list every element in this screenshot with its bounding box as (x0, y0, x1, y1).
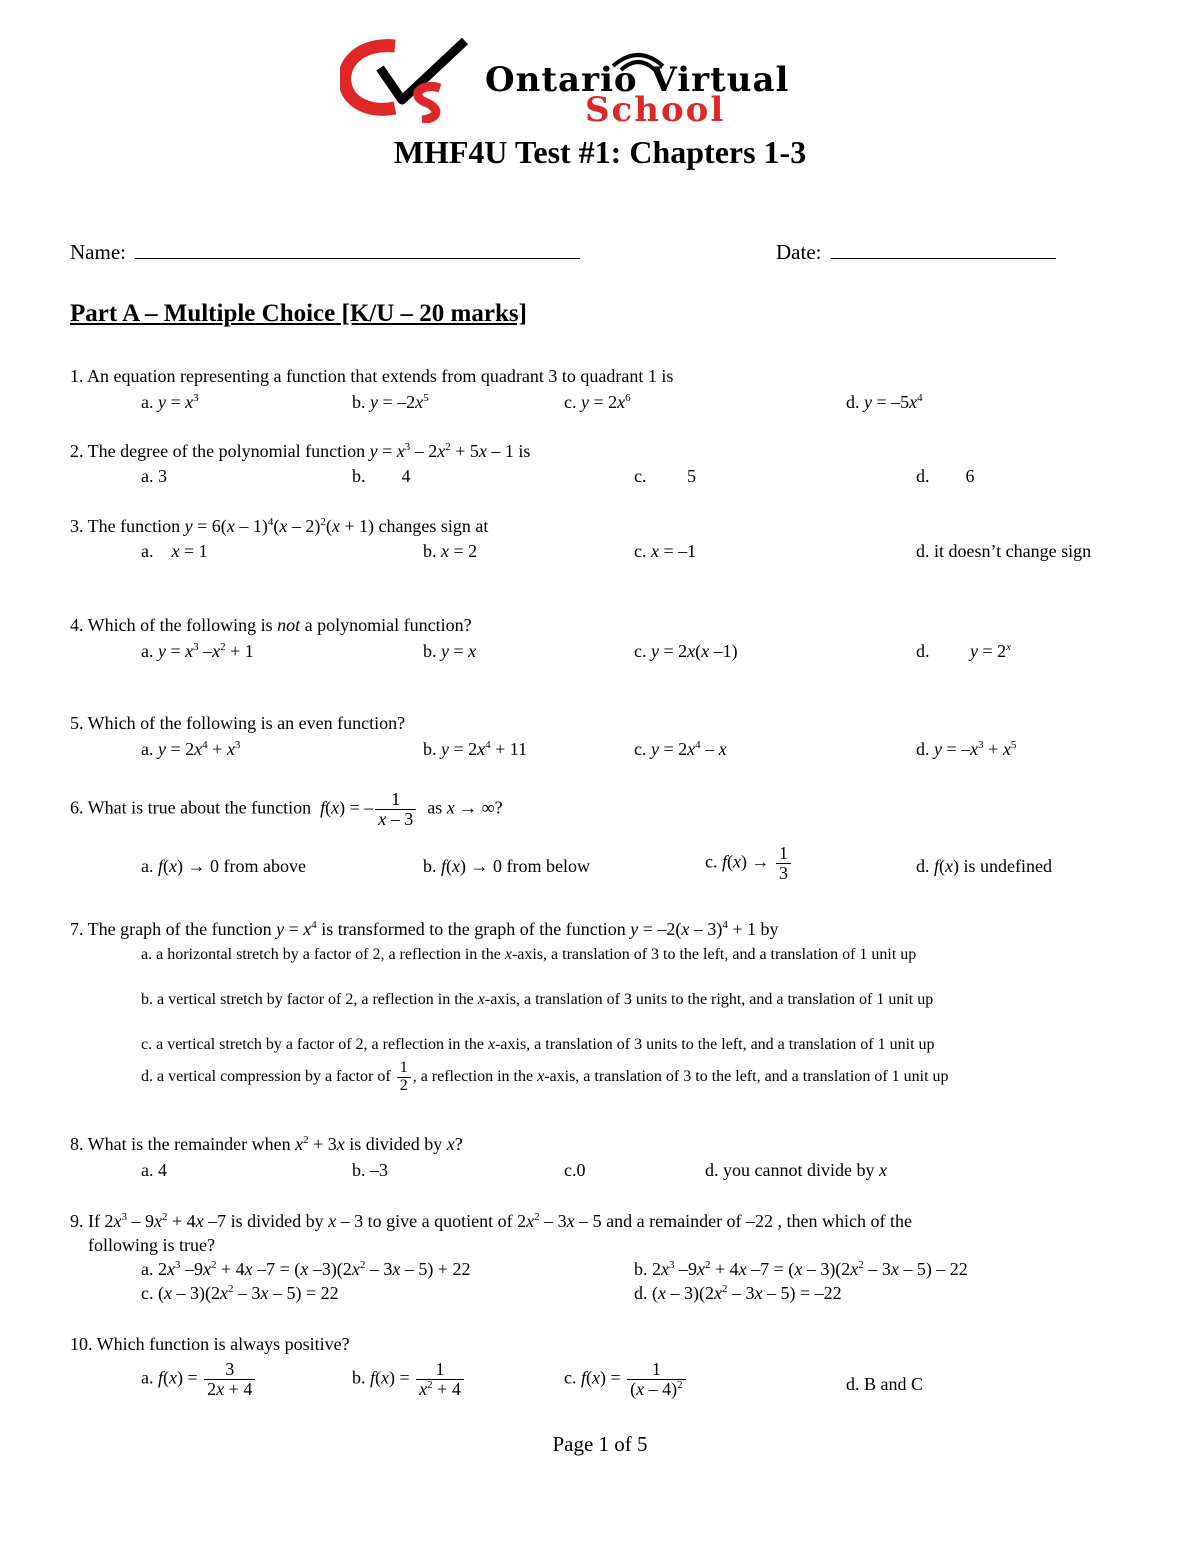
name-label: Name: (70, 240, 126, 264)
name-field (70, 240, 580, 265)
page-title: MHF4U Test #1: Chapters 1-3 (393, 134, 807, 170)
question-1: 1. An equation representing a function that extends from quadrant 3 to quadrant 1 is (70, 366, 674, 386)
q1-option-d[interactable]: d. $y = -5x^4$ (846, 392, 923, 412)
q1-option-a[interactable]: a. $y = x^3$ (141, 392, 199, 412)
q3-option-c[interactable]: c. x = –1 (634, 541, 697, 561)
q7-option-d[interactable]: d. a vertical compression by a factor of $\frac{1}{2}$ , a reflection in the x-axis, a translation of 3 to the left, and a translation of 1 unit up (141, 1059, 949, 1094)
q4-option-b[interactable]: b. y = x (423, 641, 477, 661)
q6-option-d[interactable]: d. f(x) is undefined (916, 856, 1052, 876)
section-heading: Part A – Multiple Choice [K/U – 20 marks] (70, 300, 527, 327)
question-8: 8. What is the remainder when $x^2 + 3x$ is divided by x? (70, 1134, 463, 1154)
q9-option-b[interactable]: b. $2x^3$ $-9x^2 + 4x$ $-7 = (x - 3)(2x^2 - 3x - 5) - 22$ (634, 1259, 968, 1279)
q4-option-d[interactable]: d. $y = 2^x$ (916, 641, 1012, 661)
question-6: 6. What is true about the function f(x) = – $\frac{1}{x - 3}$ as x → ∞? (70, 789, 503, 829)
page-number: Page 1 of 5 (552, 1432, 648, 1456)
q2-option-b[interactable]: b. 4 (352, 466, 411, 486)
q2-option-d[interactable]: d. 6 (916, 466, 975, 486)
question-3: 3. The function y = 6(x – 1)$^4$(x – 2)$^2$(x + 1) changes sign at (70, 516, 489, 536)
q8-option-d[interactable]: d. you cannot divide by x (705, 1160, 887, 1180)
q4-option-a[interactable]: a. $y = x^3$ $-x^2 + 1$ (141, 641, 254, 661)
ovs-emblem-icon (340, 38, 475, 123)
q7-option-c[interactable]: c. a vertical stretch by a factor of 2, a reflection in the x-axis, a translation of 3 units to the left, and a translation of 1 unit up (141, 1036, 935, 1053)
q2-option-a[interactable]: a. 3 (141, 466, 167, 486)
date-field (776, 240, 1056, 265)
q5-option-a[interactable]: a. $y = 2x^4 + x^3$ (141, 739, 241, 759)
q10-option-c[interactable]: c. f(x) = $\frac{1}{(x - 4)^2}$ (564, 1360, 688, 1399)
q1-option-c[interactable]: c. $y = 2x^6$ (564, 392, 631, 412)
question-9: 9. If $2x^3 - 9x^2 + 4x$ –7 is divided by x – 3 to give a quotient of $2x^2 - 3x - 5$ and a remainder of –22 , then which of the following is true? (70, 1211, 913, 1255)
q9-option-a[interactable]: a. $2x^3$ $-9x^2 + 4x$ –7 = (x $-3)(2x^2 - 3x - 5) + 22$ (141, 1259, 471, 1279)
q10-option-a[interactable]: a. f(x) = $\frac{3}{2x + 4}$ (141, 1360, 257, 1399)
q2-option-c[interactable]: c. 5 (634, 466, 696, 486)
name-input-line[interactable] (135, 258, 580, 259)
q8-option-a[interactable]: a. 4 (141, 1160, 167, 1180)
question-7: 7. The graph of the function $y = x^4$ is transformed to the graph of the function y = –2(x – 3)$^4$ + 1 by (70, 919, 779, 939)
q7-option-a[interactable]: a. a horizontal stretch by a factor of 2, a reflection in the x-axis, a translation of 3 to the left, and a translation of 1 unit up (141, 946, 917, 963)
logo-text-line2: School (585, 90, 726, 130)
q3-option-b[interactable]: b. x = 2 (423, 541, 478, 561)
question-10: 10. Which function is always positive? (70, 1334, 350, 1354)
question-2: 2. The degree of the polynomial function $y = x^3 - 2x^2 + 5x - 1$ is (70, 441, 531, 461)
q5-option-d[interactable]: d. $y = -x^3 + x^5$ (916, 739, 1017, 759)
q8-option-b[interactable]: b. –3 (352, 1160, 388, 1180)
school-logo (340, 38, 870, 130)
q6-option-c[interactable]: c. f(x) → $\frac{1}{3}$ (705, 844, 793, 883)
date-label: Date: (776, 240, 822, 264)
question-5: 5. Which of the following is an even function? (70, 713, 406, 733)
q3-option-d[interactable]: d. it doesn’t change sign (916, 541, 1092, 561)
q5-option-c[interactable]: c. $y = 2x^4 - x$ (634, 739, 727, 759)
q4-option-c[interactable]: c. y = 2x(x –1) (634, 641, 738, 661)
q8-option-c[interactable]: c.0 (564, 1160, 586, 1180)
q6-option-b[interactable]: b. f(x) → 0 from below (423, 856, 590, 876)
q3-option-a[interactable]: a. x = 1 (141, 541, 208, 561)
q9-option-d[interactable]: d. $(x - 3)(2x^2 - 3x - 5) = -22$ (634, 1283, 842, 1303)
q9-option-c[interactable]: c. $(x - 3)(2x^2 - 3x - 5) = 22$ (141, 1283, 339, 1303)
logo-text-line1: Ontario Virtual (485, 60, 790, 100)
q5-option-b[interactable]: b. $y = 2x^4 + 11$ (423, 739, 528, 759)
q10-option-d[interactable]: d. B and C (846, 1374, 924, 1394)
q1-option-b[interactable]: b. $y = -2x^5$ (352, 392, 429, 412)
question-4: 4. Which of the following is not a polynomial function? (70, 615, 472, 635)
q6-option-a[interactable]: a. f(x) → 0 from above (141, 856, 306, 876)
q7-option-b[interactable]: b. a vertical stretch by factor of 2, a reflection in the x-axis, a translation of 3 units to the right, and a translation of 1 unit up (141, 991, 934, 1008)
q10-option-b[interactable]: b. f(x) = $\frac{1}{x^2 + 4}$ (352, 1360, 466, 1399)
date-input-line[interactable] (831, 258, 1056, 259)
